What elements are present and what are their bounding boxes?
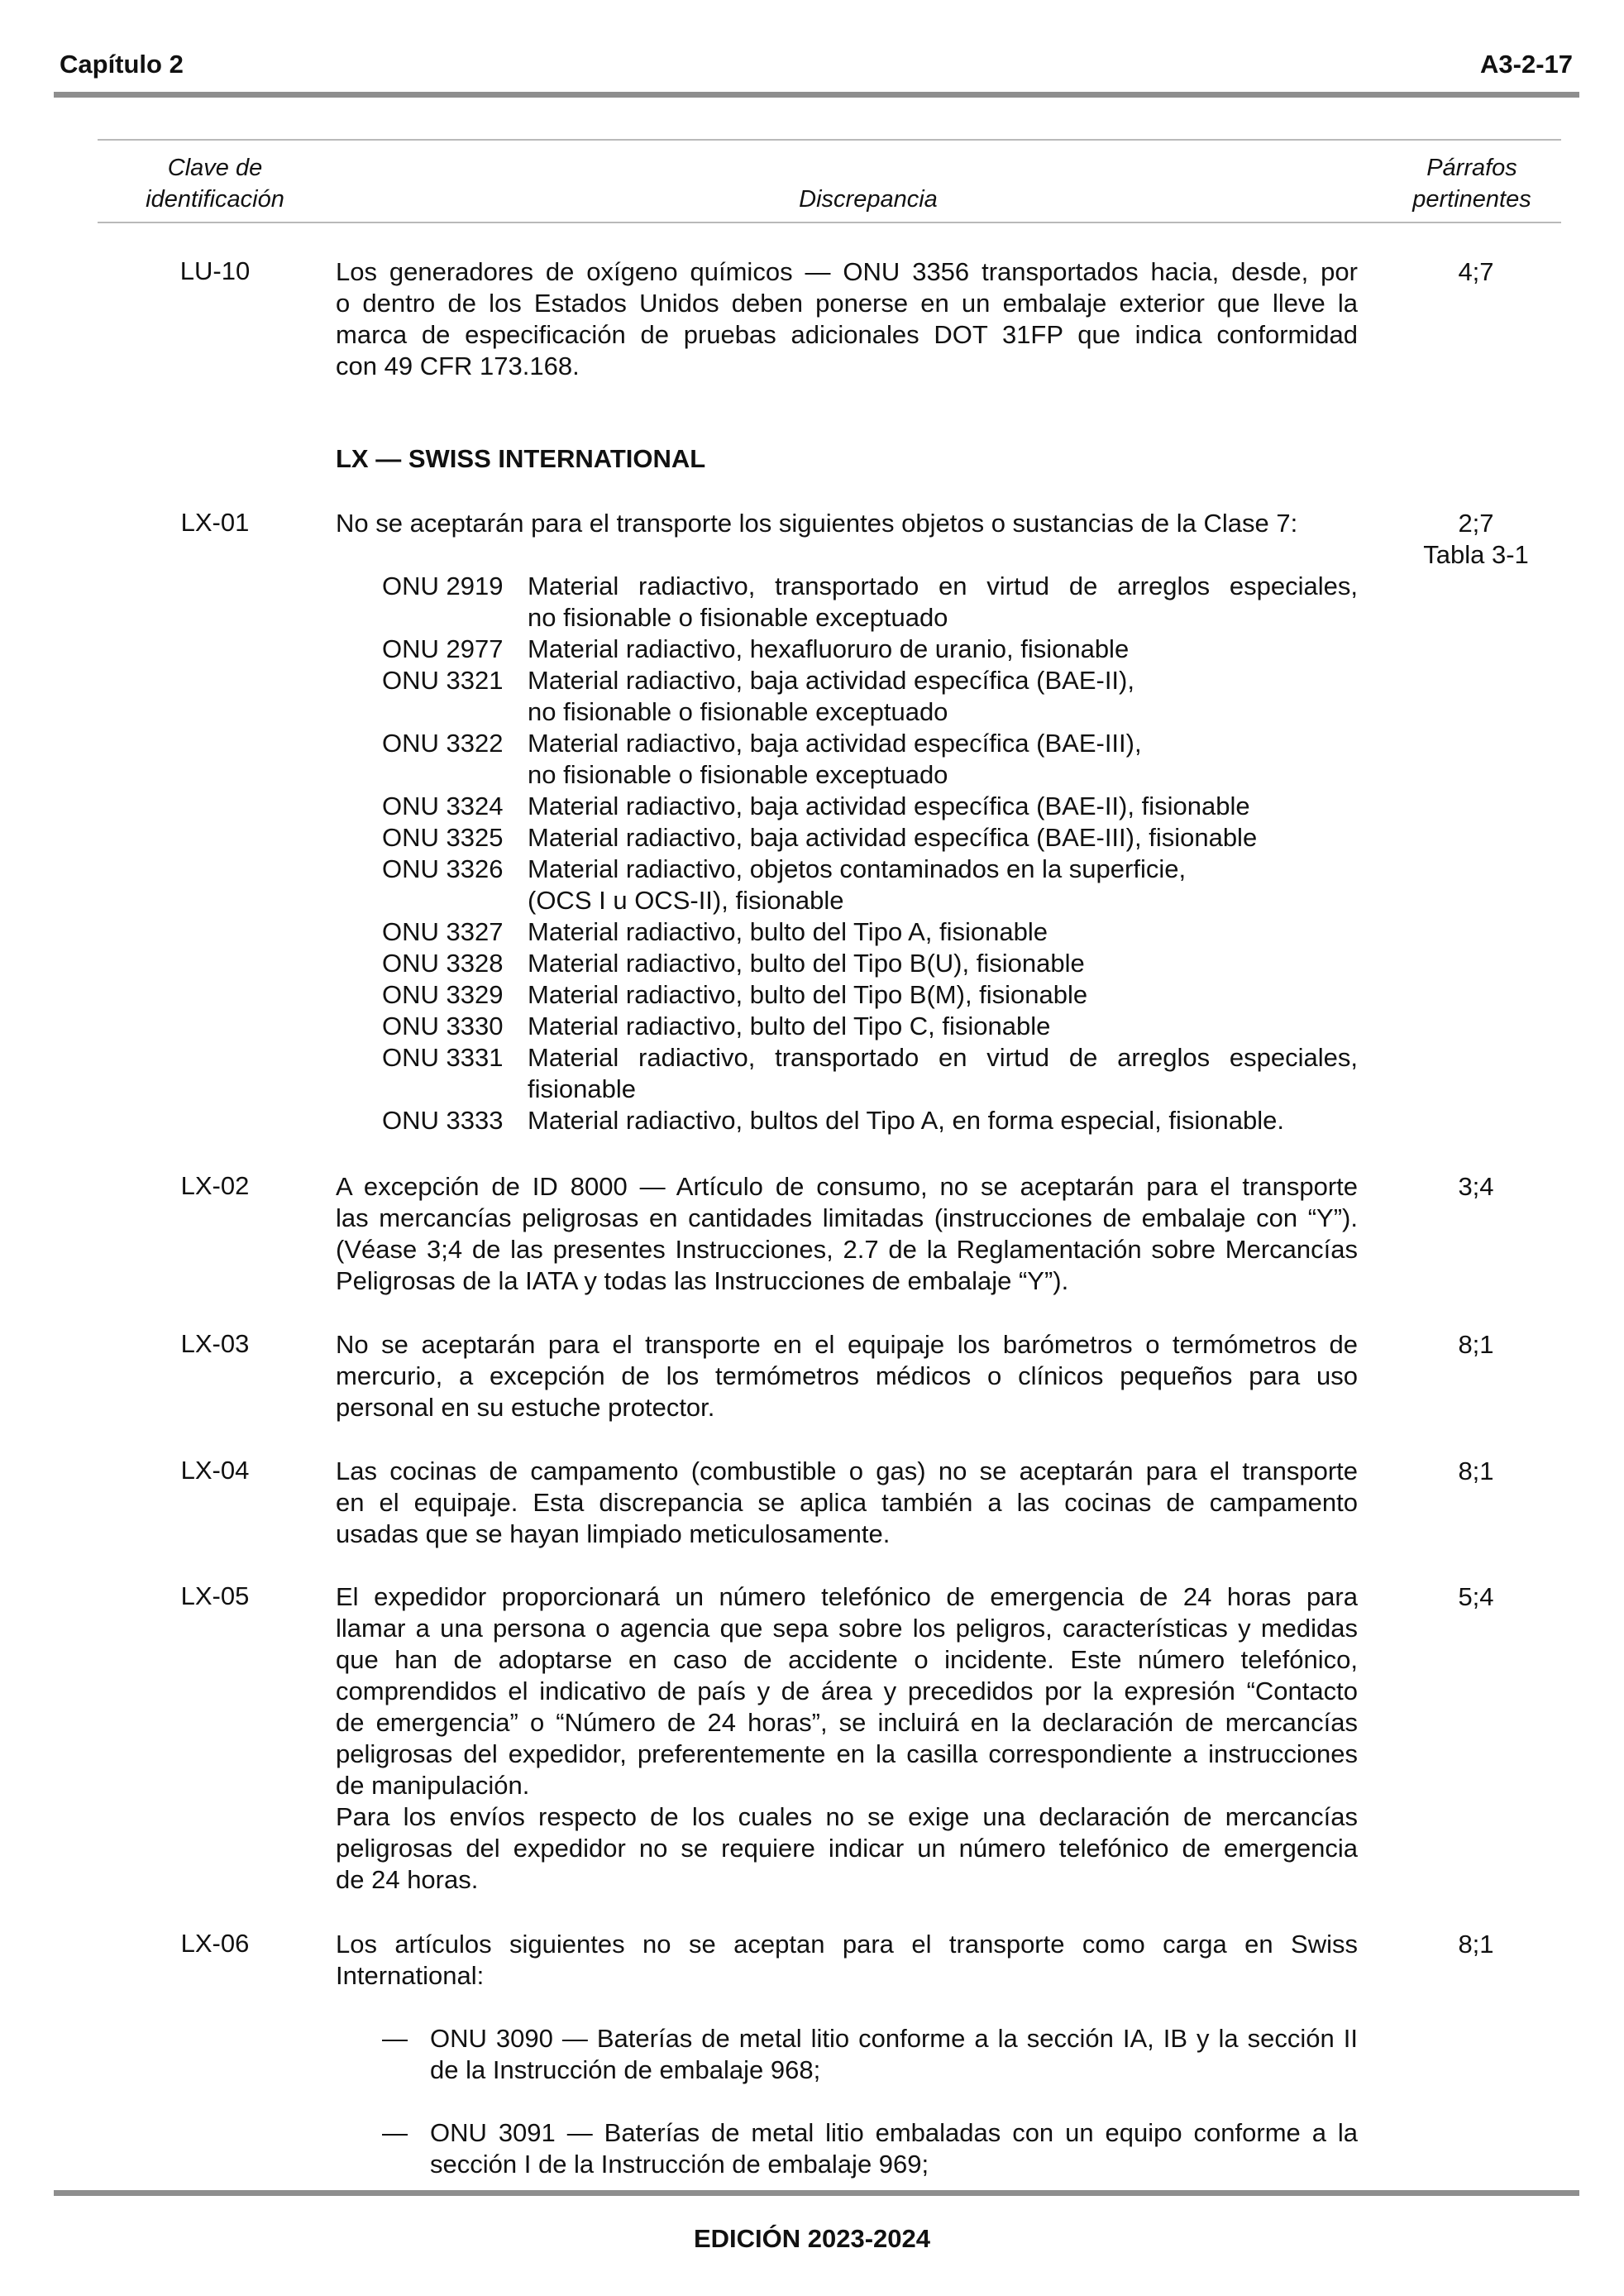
edition-footer: EDICIÓN 2023-2024: [693, 2224, 931, 2253]
list-item: ONU 3326 Material radiactivo, objetos contaminados en la superficie, (OCS I u OCS-II), fisionable: [382, 854, 1187, 915]
entry-key: LU-10: [179, 256, 251, 285]
list-item: ONU 2919 Material radiactivo, transportado en virtud de arreglos especiales, no fisionable o fisionable exceptuado: [382, 572, 1358, 632]
dash-marker: —: [382, 2024, 408, 2053]
list-item: ONU 3328 Material radiactivo, bulto del Tipo B(U), fisionable: [382, 949, 1085, 978]
entry-key: LX-05: [180, 1581, 250, 1610]
bullet-item: — ONU 3090 — Baterías de metal litio conforme a la sección IA, IB y la sección II de la Instrucción de embalaje 968;: [382, 2024, 1358, 2084]
table-header-rule: [98, 222, 1561, 223]
list-item: ONU 2977 Material radiactivo, hexafluoruro de uranio, fisionable: [382, 634, 1130, 663]
list-item: ONU 3330 Material radiactivo, bulto del Tipo C, fisionable: [382, 1012, 1051, 1040]
list-item: ONU 3331 Material radiactivo, transportado en virtud de arreglos especiales, fisionable: [382, 1043, 1358, 1103]
entry-paragraphs: 8;1: [1458, 1457, 1494, 1485]
entry-key: LX-03: [180, 1329, 250, 1358]
table-top-rule: [98, 139, 1561, 141]
list-item: ONU 3333 Material radiactivo, bultos del Tipo A, en forma especial, fisionable.: [382, 1106, 1284, 1135]
entry-description: El expedidor proporcionará un número telefónico de emergencia de 24 horas para llamar a una persona o agencia que sepa sobre los peligros, características y medidas que han de adoptarse en caso de accidente o incidente. Este número telefónico, comprendidos el indicativo de país y de área y precedidos por la expresión “Contacto de emergencia” o “Número de 24 horas”, se incluirá en la declaración de mercancías peligrosas del expedidor, preferentemente en la casilla correspondiente a instrucciones de manipulación. Para los envíos respecto de los cuales no se exige una declaración de mercancías peligrosas del expedidor no se requiere indicar un número telefónico de emergencia de 24 horas.: [336, 1582, 1358, 1894]
entry-paragraphs: 8;1: [1458, 1930, 1494, 1959]
entry-key: LX-02: [180, 1171, 250, 1200]
entry-paragraphs: 5;4: [1458, 1582, 1494, 1611]
section-title: LX — SWISS INTERNATIONAL: [336, 444, 706, 473]
un-number-list: [382, 571, 1358, 1136]
entry-key: LX-04: [180, 1456, 250, 1485]
entry-key: LX-06: [180, 1929, 250, 1958]
footer-rule: [54, 2190, 1579, 2196]
discrepancy-column-header: Discrepancia: [799, 186, 938, 213]
entry-paragraphs: 2;7 Tabla 3-1: [1423, 509, 1529, 569]
paragraphs-column-header: Párrafos pertinentes: [1412, 155, 1531, 213]
entry-description: A excepción de ID 8000 — Artículo de consumo, no se aceptarán para el transporte las mercancías peligrosas en cantidades limitadas (instrucciones de embalaje con “Y”). (Véase 3;4 de las presentes Instrucciones, 2.7 de la Reglamentación sobre Mercancías Peligrosas de la IATA y todas las Instrucciones de embalaje “Y”).: [336, 1172, 1358, 1295]
entry-description: No se aceptarán para el transporte en el equipaje los barómetros o termómetros de mercurio, a excepción de los termómetros médicos o clínicos pequeños para uso personal en su estuche protector.: [336, 1330, 1358, 1422]
entry-paragraphs: 8;1: [1458, 1330, 1494, 1359]
list-item: ONU 3322 Material radiactivo, baja actividad específica (BAE-III), no fisionable o fisionable exceptuado: [382, 729, 1142, 789]
key-column-header: Clave de identificación: [146, 155, 284, 213]
entry-description: Las cocinas de campamento (combustible o gas) no se aceptarán para el transporte en el equipaje. Esta discrepancia se aplica también a las cocinas de campamento usadas que se hayan limpiado meticulosamente.: [336, 1457, 1358, 1548]
list-item: ONU 3327 Material radiactivo, bulto del Tipo A, fisionable: [382, 917, 1048, 946]
entry-description: No se aceptarán para el transporte los siguientes objetos o sustancias de la Clase 7:: [336, 509, 1298, 538]
list-item: ONU 3324 Material radiactivo, baja actividad específica (BAE-II), fisionable: [382, 792, 1250, 820]
entry-paragraphs: 4;7: [1458, 257, 1494, 286]
entry-description: Los artículos siguientes no se aceptan para el transporte como carga en Swiss International:: [336, 1930, 1358, 1990]
entry-key: LX-01: [180, 508, 250, 537]
list-item: ONU 3321 Material radiactivo, baja actividad específica (BAE-II), no fisionable o fisionable exceptuado: [382, 666, 1134, 726]
list-item: ONU 3325 Material radiactivo, baja actividad específica (BAE-III), fisionable: [382, 823, 1258, 852]
dash-marker: —: [382, 2118, 408, 2147]
list-item: ONU 3329 Material radiactivo, bulto del Tipo B(M), fisionable: [382, 980, 1088, 1009]
entry-description: Los generadores de oxígeno químicos — ONU 3356 transportados hacia, desde, por o dentro de los Estados Unidos deben ponerse en un embalaje exterior que lleve la marca de especificación de pruebas adicionales DOT 31FP que indica conformidad con 49 CFR 173.168.: [336, 257, 1358, 380]
page-reference: A3-2-17: [1480, 50, 1573, 79]
header-rule: [54, 92, 1579, 98]
entry-paragraphs: 3;4: [1458, 1172, 1494, 1201]
chapter-label: Capítulo 2: [60, 50, 184, 79]
bullet-item: — ONU 3091 — Baterías de metal litio embaladas con un equipo conforme a la sección I de la Instrucción de embalaje 969;: [382, 2118, 1358, 2179]
